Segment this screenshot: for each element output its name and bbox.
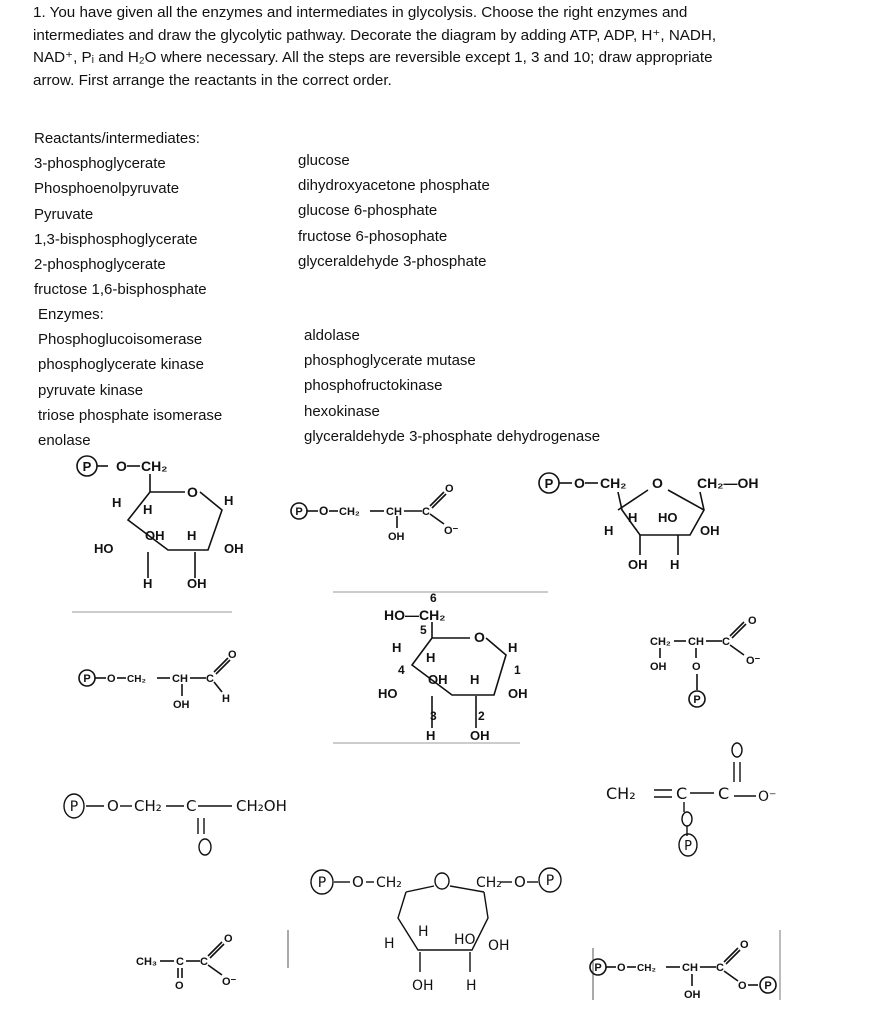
svg-text:P: P <box>545 873 555 889</box>
svg-text:CH₂: CH₂ <box>650 636 671 648</box>
svg-text:C: C <box>200 956 208 968</box>
svg-text:O: O <box>445 483 454 495</box>
svg-text:O: O <box>175 980 184 992</box>
svg-text:CH: CH <box>386 506 402 518</box>
svg-text:CH₂: CH₂ <box>637 963 656 974</box>
svg-text:O⁻: O⁻ <box>758 789 777 805</box>
enzyme-item: pyruvate kinase <box>38 381 144 399</box>
svg-text:OH: OH <box>650 661 667 673</box>
svg-text:CH₂: CH₂ <box>606 784 636 803</box>
svg-text:H: H <box>508 640 518 655</box>
svg-text:P: P <box>544 476 554 491</box>
question-line: NAD⁺, Pᵢ and H₂O where necessary. All the steps are reversible except 1, 3 and 10; draw appropriate <box>33 49 713 66</box>
reactant-item: fructose 1,6-bisphosphate <box>34 281 207 299</box>
svg-text:OH: OH <box>145 528 165 543</box>
svg-text:O: O <box>224 933 233 945</box>
svg-text:H: H <box>604 523 614 538</box>
reactant-item: dihydroxyacetone phosphate <box>298 177 490 195</box>
svg-text:CH: CH <box>172 673 188 685</box>
reactant-item: glucose <box>298 152 350 169</box>
svg-text:O: O <box>617 962 626 974</box>
svg-text:C: C <box>176 956 184 968</box>
svg-text:OH: OH <box>428 672 448 687</box>
svg-text:O: O <box>748 615 757 627</box>
bisphosphoglycerate-structure <box>590 939 776 1001</box>
reactant-item: fructose 6-phosophate <box>298 227 448 245</box>
svg-text:P: P <box>764 980 772 992</box>
pyruvate-structure <box>136 933 237 992</box>
svg-text:P: P <box>684 839 692 854</box>
svg-text:C: C <box>718 784 730 803</box>
svg-text:O: O <box>107 673 116 685</box>
svg-text:O: O <box>514 873 526 891</box>
svg-text:6: 6 <box>430 591 437 605</box>
svg-text:H: H <box>143 502 153 517</box>
svg-text:P: P <box>82 459 92 474</box>
svg-text:H: H <box>392 640 402 655</box>
phosphoglycerate-2-structure <box>650 615 761 707</box>
svg-text:P: P <box>69 799 79 815</box>
svg-text:O: O <box>740 939 749 951</box>
svg-text:C: C <box>422 506 430 518</box>
svg-text:CH₃: CH₃ <box>136 956 157 968</box>
svg-text:HO: HO <box>658 510 678 525</box>
atom-label: O <box>116 458 127 474</box>
svg-text:O: O <box>352 873 364 891</box>
svg-text:OH: OH <box>628 557 648 572</box>
glucose-6-phosphate-structure <box>77 456 244 591</box>
svg-text:C: C <box>186 797 197 815</box>
svg-text:P: P <box>693 694 701 706</box>
svg-text:CH₂OH: CH₂OH <box>236 797 287 815</box>
svg-text:O: O <box>738 980 747 992</box>
svg-text:H: H <box>418 924 429 940</box>
svg-text:O: O <box>228 649 237 661</box>
svg-text:P: P <box>83 673 91 685</box>
enzyme-item: triose phosphate isomerase <box>38 406 223 424</box>
svg-text:O: O <box>187 484 198 500</box>
svg-text:O: O <box>692 661 701 673</box>
svg-text:OH: OH <box>224 541 244 556</box>
question-line: arrow. First arrange the reactants in the correct order. <box>33 71 392 89</box>
reactant-item: glyceraldehyde 3-phosphate <box>298 252 487 270</box>
enzyme-item: enolase <box>38 432 91 450</box>
svg-text:OH: OH <box>488 938 510 954</box>
svg-text:P: P <box>317 875 327 891</box>
dihydroxyacetone-phosphate-structure <box>64 794 287 855</box>
svg-text:P: P <box>594 962 602 974</box>
svg-text:OH: OH <box>508 686 528 701</box>
svg-text:H: H <box>628 510 638 525</box>
svg-text:HO—CH₂: HO—CH₂ <box>384 607 446 623</box>
svg-text:4: 4 <box>398 663 405 677</box>
svg-text:C: C <box>676 784 688 803</box>
svg-text:H: H <box>187 528 197 543</box>
atom-label: CH₂ <box>141 458 168 474</box>
reactant-item: 1,3-bisphosphoglycerate <box>34 230 198 248</box>
reactant-item: 2-phosphoglycerate <box>34 256 166 274</box>
svg-text:OH: OH <box>388 531 405 543</box>
svg-text:OH: OH <box>412 978 434 994</box>
svg-text:C: C <box>722 636 730 648</box>
svg-text:CH₂: CH₂ <box>134 797 162 815</box>
svg-text:HO: HO <box>378 686 398 701</box>
svg-text:H: H <box>426 650 436 665</box>
svg-text:OH: OH <box>684 989 701 1001</box>
svg-text:O: O <box>652 475 663 491</box>
svg-text:CH₂: CH₂ <box>127 674 146 685</box>
svg-text:H: H <box>224 493 234 508</box>
phosphate-circle <box>77 456 97 476</box>
enzyme-item: aldolase <box>304 327 360 344</box>
svg-text:H: H <box>470 672 480 687</box>
svg-text:O: O <box>319 504 329 518</box>
svg-text:3: 3 <box>430 709 437 723</box>
svg-text:CH₂: CH₂ <box>376 875 402 891</box>
svg-text:OH: OH <box>173 699 190 711</box>
svg-text:O: O <box>474 629 485 645</box>
svg-text:C: C <box>206 673 214 685</box>
svg-text:O: O <box>574 475 585 491</box>
fructose-6-phosphate-structure <box>539 473 758 572</box>
question-line: intermediates and draw the glycolytic pathway. Decorate the diagram by adding ATP, ADP, H⁺, NADH, <box>33 26 717 44</box>
svg-text:H: H <box>426 728 436 743</box>
phosphoglycerate-structure <box>291 483 459 543</box>
svg-text:CH₂: CH₂ <box>339 506 360 518</box>
enzyme-item: glyceraldehyde 3-phosphate dehydrogenase <box>304 427 601 445</box>
svg-text:2: 2 <box>478 709 485 723</box>
glyceraldehyde-3-phosphate-structure <box>79 649 237 711</box>
enzyme-item: phosphoglycerate mutase <box>304 352 476 370</box>
svg-text:HO: HO <box>94 541 114 556</box>
svg-text:H: H <box>466 978 477 994</box>
svg-text:H: H <box>112 495 122 510</box>
svg-text:C: C <box>716 962 724 974</box>
svg-text:O⁻: O⁻ <box>222 976 237 988</box>
phosphoenolpyruvate-structure <box>606 743 776 856</box>
fructose-1-6-bisphosphate-structure <box>311 868 561 994</box>
svg-text:CH: CH <box>682 962 698 974</box>
question-line: 1. You have given all the enzymes and intermediates in glycolysis. Choose the right enzymes and <box>33 4 688 21</box>
glucose-structure <box>378 591 528 743</box>
reactants-heading: Reactants/intermediates: <box>34 130 200 147</box>
svg-text:O: O <box>107 797 119 815</box>
enzyme-item: phosphofructokinase <box>304 377 443 395</box>
svg-text:O⁻: O⁻ <box>444 525 459 537</box>
svg-text:H: H <box>670 557 680 572</box>
svg-text:O⁻: O⁻ <box>746 655 761 667</box>
reactant-item: glucose 6-phosphate <box>298 202 438 220</box>
svg-text:5: 5 <box>420 623 427 637</box>
svg-text:P: P <box>295 506 303 518</box>
enzyme-item: phosphoglycerate kinase <box>38 356 204 374</box>
reactant-item: 3-phosphoglycerate <box>34 155 166 173</box>
reactant-item: Phosphoenolpyruvate <box>34 180 180 198</box>
svg-text:CH₂: CH₂ <box>600 475 627 491</box>
svg-text:CH₂—OH: CH₂—OH <box>697 475 759 491</box>
svg-text:CH₂: CH₂ <box>476 875 502 891</box>
svg-text:H: H <box>222 693 230 705</box>
svg-text:HO: HO <box>454 932 476 948</box>
svg-text:OH: OH <box>470 728 490 743</box>
svg-text:H: H <box>384 936 395 952</box>
reactant-item: Pyruvate <box>34 205 94 223</box>
enzyme-item: Phosphoglucoisomerase <box>38 331 203 349</box>
svg-text:OH: OH <box>700 523 720 538</box>
svg-text:OH: OH <box>187 576 207 591</box>
enzymes-heading: Enzymes: <box>38 306 104 323</box>
svg-text:H: H <box>143 576 153 591</box>
svg-text:1: 1 <box>514 663 521 677</box>
svg-text:CH: CH <box>688 636 704 648</box>
enzyme-item: hexokinase <box>304 402 380 420</box>
